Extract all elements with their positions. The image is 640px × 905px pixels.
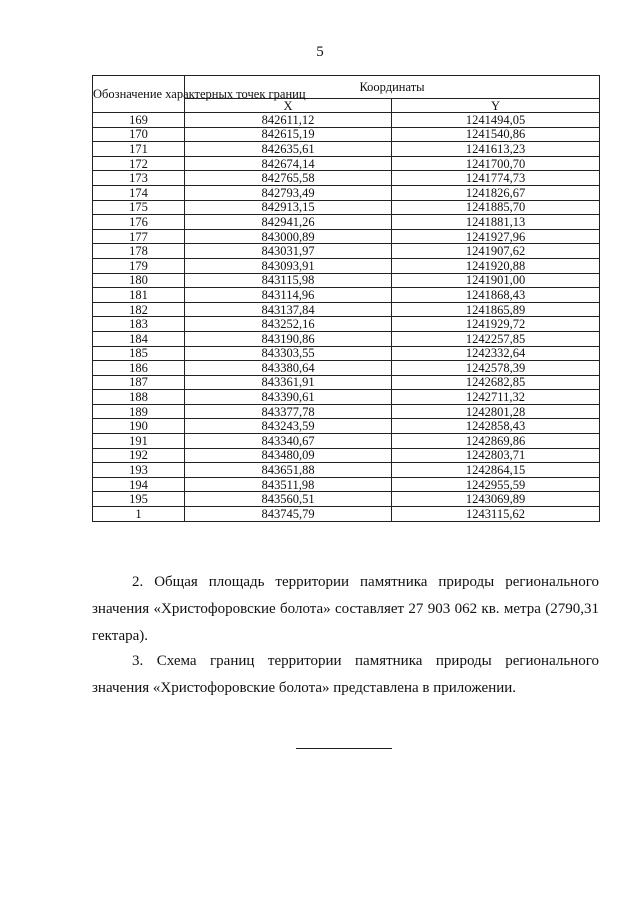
- y-cell: 1241881,13: [392, 215, 600, 230]
- table-row: [93, 302, 600, 317]
- y-cell: 1242803,71: [392, 448, 600, 463]
- table-row: [93, 229, 600, 244]
- table-row: [93, 375, 600, 390]
- point-cell: 187: [93, 375, 185, 390]
- x-cell: 843115,98: [185, 273, 392, 288]
- y-cell: 1241700,70: [392, 156, 600, 171]
- table-row: [93, 477, 600, 492]
- x-cell: 842615,19: [185, 127, 392, 142]
- x-cell: 843361,91: [185, 375, 392, 390]
- y-cell: 1241540,86: [392, 127, 600, 142]
- point-cell: 191: [93, 434, 185, 449]
- table-row: [93, 492, 600, 507]
- point-cell: 195: [93, 492, 185, 507]
- x-cell: 843380,64: [185, 361, 392, 376]
- table-row: [93, 419, 600, 434]
- point-cell: 193: [93, 463, 185, 478]
- table-row: [93, 156, 600, 171]
- point-cell: 180: [93, 273, 185, 288]
- x-cell: 842793,49: [185, 185, 392, 200]
- x-cell: 842941,26: [185, 215, 392, 230]
- point-cell: 192: [93, 448, 185, 463]
- point-cell: 170: [93, 127, 185, 142]
- x-cell: 842913,15: [185, 200, 392, 215]
- x-cell: 843377,78: [185, 404, 392, 419]
- point-cell: 182: [93, 302, 185, 317]
- table-row: [93, 404, 600, 419]
- table-row: [93, 258, 600, 273]
- table-row: [93, 273, 600, 288]
- point-cell: 186: [93, 361, 185, 376]
- table-row: [93, 215, 600, 230]
- x-cell: 843511,98: [185, 477, 392, 492]
- y-cell: 1241907,62: [392, 244, 600, 259]
- y-cell: 1241494,05: [392, 113, 600, 128]
- x-cell: 843560,51: [185, 492, 392, 507]
- x-cell: 843093,91: [185, 258, 392, 273]
- point-cell: 177: [93, 229, 185, 244]
- y-cell: 1242682,85: [392, 375, 600, 390]
- table-row: [93, 448, 600, 463]
- table-row: [93, 331, 600, 346]
- x-cell: 843190,86: [185, 331, 392, 346]
- y-cell: 1241927,96: [392, 229, 600, 244]
- table-row: [93, 113, 600, 128]
- x-cell: 843303,55: [185, 346, 392, 361]
- x-cell: 842765,58: [185, 171, 392, 186]
- point-cell: 171: [93, 142, 185, 157]
- x-cell: 843480,09: [185, 448, 392, 463]
- table-row: [93, 463, 600, 478]
- table-row: [93, 185, 600, 200]
- point-cell: 172: [93, 156, 185, 171]
- paragraph-area-text: 2. Общая площадь территории памятника природы регионального значения «Христофоровские болота» составляет 27 903 062 кв. метра (2790,31 гектара).: [92, 574, 599, 644]
- x-cell: 843390,61: [185, 390, 392, 405]
- x-cell: 842674,14: [185, 156, 392, 171]
- y-cell: 1241901,00: [392, 273, 600, 288]
- y-cell: 1241929,72: [392, 317, 600, 332]
- x-cell: 843745,79: [185, 507, 392, 522]
- table-row: [93, 171, 600, 186]
- x-cell: 843000,89: [185, 229, 392, 244]
- y-cell: 1241885,70: [392, 200, 600, 215]
- table-row: [93, 142, 600, 157]
- point-cell: 179: [93, 258, 185, 273]
- x-cell: 843651,88: [185, 463, 392, 478]
- point-cell: 174: [93, 185, 185, 200]
- header-y: Y: [392, 99, 600, 113]
- x-cell: 843252,16: [185, 317, 392, 332]
- y-cell: 1241826,67: [392, 185, 600, 200]
- header-x: X: [185, 99, 392, 113]
- y-cell: 1242711,32: [392, 390, 600, 405]
- point-cell: 185: [93, 346, 185, 361]
- point-cell: 176: [93, 215, 185, 230]
- table-row: [93, 317, 600, 332]
- point-cell: 188: [93, 390, 185, 405]
- table-row: [93, 346, 600, 361]
- paragraph-scheme: [92, 648, 599, 702]
- table-row: [93, 127, 600, 142]
- point-cell: 194: [93, 477, 185, 492]
- y-cell: 1241865,89: [392, 302, 600, 317]
- table-row: [93, 434, 600, 449]
- y-cell: 1241774,73: [392, 171, 600, 186]
- paragraph-area: [92, 569, 599, 650]
- y-cell: 1242332,64: [392, 346, 600, 361]
- coordinates-table: [92, 75, 600, 522]
- table-row: [93, 288, 600, 303]
- page-number: 5: [316, 44, 324, 60]
- point-cell: 178: [93, 244, 185, 259]
- table-row: [93, 200, 600, 215]
- header-coordinates: Координаты: [185, 76, 600, 99]
- header-point: Обозначение характерных точек границ: [93, 76, 185, 113]
- point-cell: 169: [93, 113, 185, 128]
- point-cell: 184: [93, 331, 185, 346]
- x-cell: 843114,96: [185, 288, 392, 303]
- y-cell: 1242955,59: [392, 477, 600, 492]
- y-cell: 1242257,85: [392, 331, 600, 346]
- x-cell: 843137,84: [185, 302, 392, 317]
- y-cell: 1242864,15: [392, 463, 600, 478]
- table-body: [93, 113, 600, 522]
- x-cell: 843031,97: [185, 244, 392, 259]
- y-cell: 1243069,89: [392, 492, 600, 507]
- point-cell: 189: [93, 404, 185, 419]
- point-cell: 190: [93, 419, 185, 434]
- table-row: [93, 390, 600, 405]
- y-cell: 1243115,62: [392, 507, 600, 522]
- x-cell: 843340,67: [185, 434, 392, 449]
- paragraph-scheme-text: 3. Схема границ территории памятника природы регионального значения «Христофоровские болота» представлена в приложении.: [92, 653, 599, 696]
- y-cell: 1241920,88: [392, 258, 600, 273]
- point-cell: 181: [93, 288, 185, 303]
- table-row: [93, 507, 600, 522]
- point-cell: 173: [93, 171, 185, 186]
- table-row: [93, 244, 600, 259]
- point-cell: 1: [93, 507, 185, 522]
- y-cell: 1242858,43: [392, 419, 600, 434]
- y-cell: 1242869,86: [392, 434, 600, 449]
- y-cell: 1241613,23: [392, 142, 600, 157]
- x-cell: 842611,12: [185, 113, 392, 128]
- closing-rule: [296, 748, 392, 749]
- y-cell: 1242801,28: [392, 404, 600, 419]
- x-cell: 842635,61: [185, 142, 392, 157]
- x-cell: 843243,59: [185, 419, 392, 434]
- y-cell: 1241868,43: [392, 288, 600, 303]
- table-row: [93, 361, 600, 376]
- y-cell: 1242578,39: [392, 361, 600, 376]
- point-cell: 175: [93, 200, 185, 215]
- point-cell: 183: [93, 317, 185, 332]
